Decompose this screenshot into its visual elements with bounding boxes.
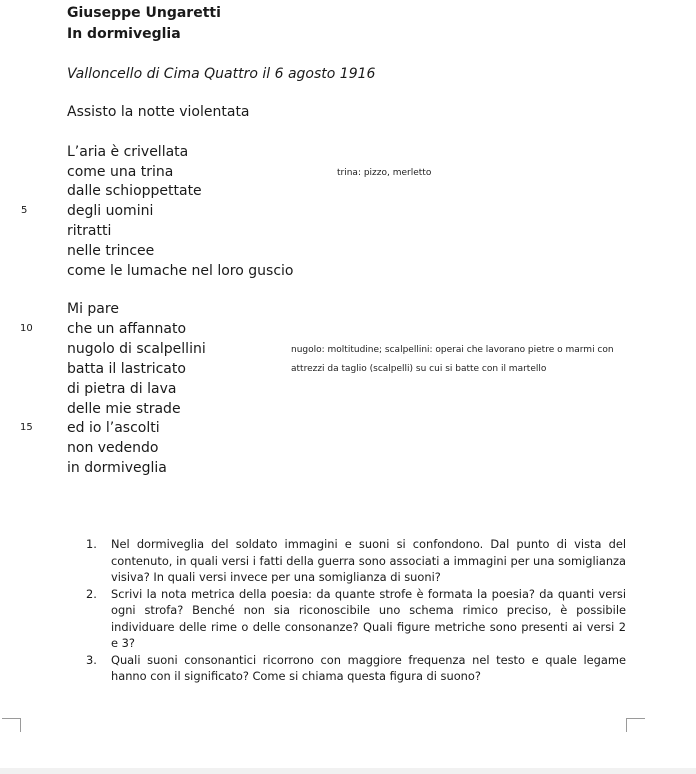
poem-line: Assisto la notte violentata <box>67 104 250 120</box>
poem-line: delle mie strade <box>67 401 181 417</box>
page-bottom-edge <box>0 768 696 774</box>
gloss-trina: trina: pizzo, merletto <box>337 168 432 178</box>
line-number: 15 <box>20 422 33 433</box>
question-text: Scrivi la nota metrica della poesia: da quante strofe è formata la poesia? da quanti versi ogni strofa? Benché non sia riconoscibile uno schema rimico preciso, è possibile individuare delle rime o delle consonanze? Quali figure metriche sono presenti ai versi 2 e 3? <box>111 586 626 650</box>
question-list <box>86 536 626 685</box>
poem-title: In dormiveglia <box>67 26 181 42</box>
poem-line: L’aria è crivellata <box>67 144 189 160</box>
question-text: Quali suoni consonantici ricorrono con maggiore frequenza nel testo e quale legame hanno con il significato? Come si chiama questa figura di suono? <box>111 652 626 683</box>
question-number: 2. <box>86 586 97 601</box>
question-text: Nel dormiveglia del soldato immagini e suoni si confondono. Dal punto di vista del contenuto, in quali versi i fatti della guerra sono associati a immagini per una somiglianza visiva? In quali versi invece per una somiglianza di suoni? <box>111 537 626 584</box>
poem-line: degli uomini <box>67 203 154 219</box>
poem-line: che un affannato <box>67 321 187 337</box>
poem-line: nugolo di scalpellini <box>67 341 206 357</box>
question-item <box>86 586 626 652</box>
poem-line: ritratti <box>67 223 112 239</box>
margin-corner-left <box>2 718 21 732</box>
poem-line: in dormiveglia <box>67 460 167 476</box>
gloss-scalpellini: attrezzi da taglio (scalpelli) su cui si batte con il martello <box>291 364 547 374</box>
question-item <box>86 652 626 685</box>
gloss-nugolo: nugolo: moltitudine; scalpellini: operai che lavorano pietre o marmi con <box>291 345 614 355</box>
question-item <box>86 536 626 586</box>
poem-line: batta il lastricato <box>67 361 186 377</box>
question-number: 1. <box>86 537 97 551</box>
author-name: Giuseppe Ungaretti <box>67 5 221 21</box>
poem-line: nelle trincee <box>67 243 155 259</box>
poem-line: di pietra di lava <box>67 381 177 397</box>
line-number: 10 <box>20 323 33 334</box>
poem-line: dalle schioppettate <box>67 183 202 199</box>
poem-line: come una trina <box>67 164 174 180</box>
poem-line: come le lumache nel loro guscio <box>67 263 294 279</box>
poem-line: ed io l’ascolti <box>67 420 160 436</box>
place-date: Valloncello di Cima Quattro il 6 agosto 1916 <box>67 66 376 82</box>
question-number: 3. <box>86 652 97 667</box>
poem-line: non vedendo <box>67 440 159 456</box>
margin-corner-right <box>626 718 645 732</box>
line-number: 5 <box>21 205 28 216</box>
poem-line: Mi pare <box>67 301 119 317</box>
